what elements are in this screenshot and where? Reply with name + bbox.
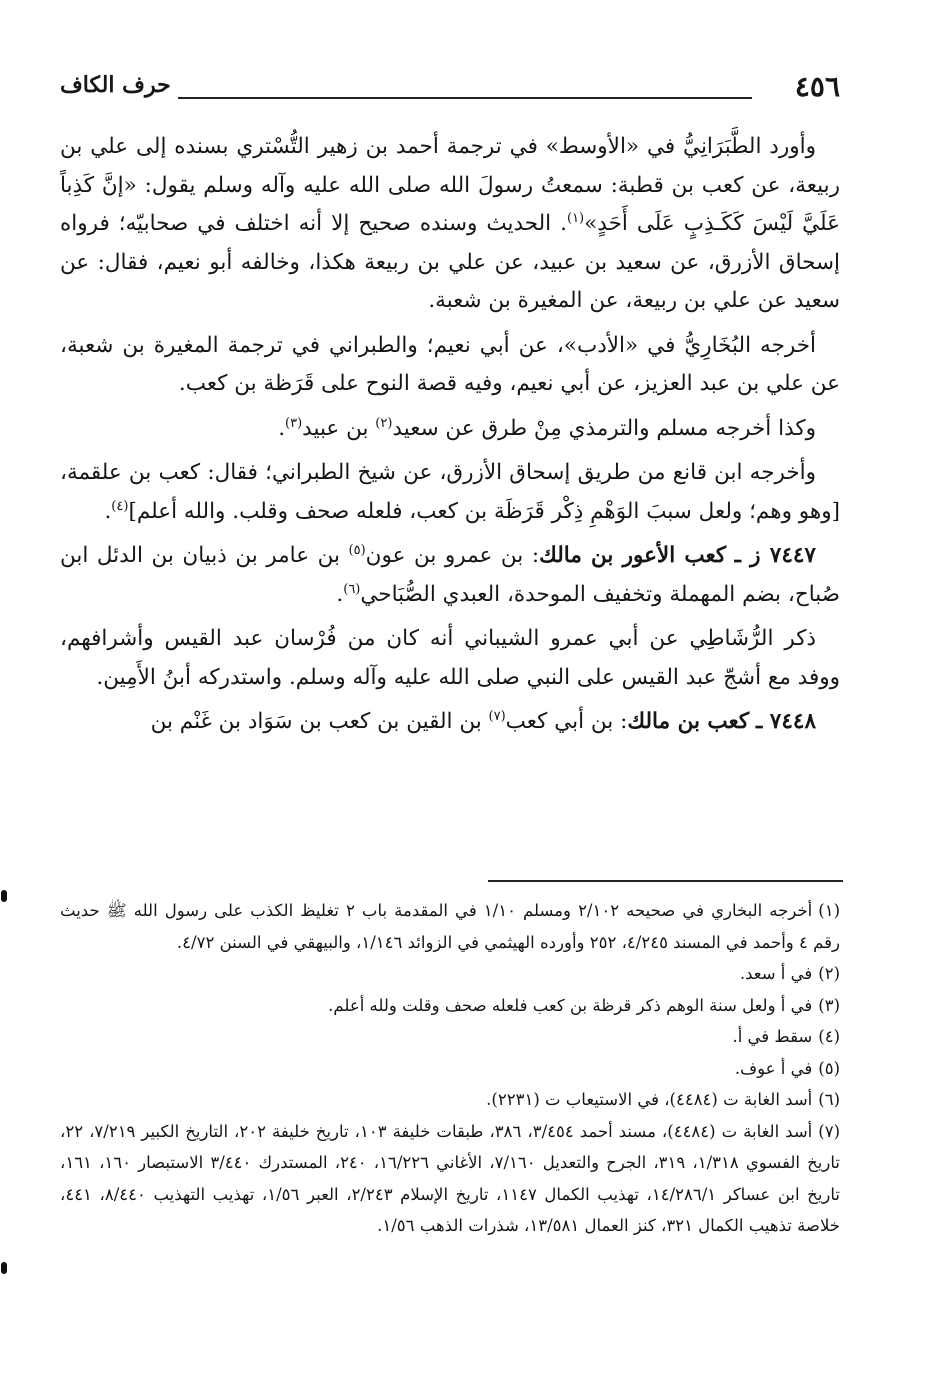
footnote-separator [488,880,843,882]
footnote-text: في أ ولعل سنة الوهم ذكر قرظة بن كعب فلعله صحف وقلت ولله أعلم. [328,995,813,1015]
footnote-text: أسد الغابة ت (٤٤٨٤)، في الاستيعاب ت (٢٢٣١). [486,1090,813,1109]
entry-paragraph [60,537,840,614]
footnote [60,895,840,958]
footnote-number: (٥) [818,1058,840,1078]
footnote [60,1053,840,1085]
paragraph-text: . [104,498,112,524]
paragraph-text: بن عامر بن ذبيان بن الدئل ابن صُباح، بضم المهملة وتخفيف الموحدة، العبدي الصُّبَاحي [60,543,840,607]
margin-mark [1,890,7,902]
paragraph-text: ذكر الرُّشَاطِي عن أبي عمرو الشيباني أنه كان من فُرْسان عبد القيس وأشرافهم، ووفد مع أشجّ عبد القيس على النبي صلى الله عليه وآله وسلم. واستدركه أبنُ الأَمِين. [60,626,840,690]
entry-number: ٧٤٤٨ ـ [756,709,816,734]
entry-heading: كعب بن مالك [627,709,750,734]
paragraph-text: وأخرجه ابن قانع من طريق إسحاق الأزرق، عن شيخ الطبراني؛ فقال: كعب بن علقمة، [وهو وهم؛ ولعل سببَ الوَهْمِ ذِكْر قَرَظَة بن كعب، فلعله صحف وقلب. والله أعلم] [60,460,840,524]
footnote-text: أسد الغابة ت (٤٤٨٤)، مسند أحمد ٣/٤٥٤، ٣٨٦، طبقات خليفة ١٠٣، تاريخ خليفة ٢٠٢، التاريخ الكبير ٧/٢١٩، ٢٢، تاريخ الفسوي ١/٣١٨، ٣١٩، الجرح والتعديل ٧/١٦٠، الأغاني ١٦/٢٢٦، ٢٤٠، المستدرك ٣/٤٤٠ الاستبصار ١٦٠، ١٦١، تاريخ ابن عساكر ١٤/٢٨٦/١، تهذيب الكمال ١١٤٧، تاريخ الإسلام ٢/٢٤٣، العبر ١/٥٦، تهذيب التهذيب ٨/٤٤٠، ٤٤١، خلاصة تذهيب الكمال ٣٢١، كنز العمال ١٣/٥٨١، شذرات الذهب ١/٥٦. [60,1121,841,1235]
header-rule [178,97,752,99]
paragraph [60,454,840,531]
footnote-text: أخرجه البخاري في صحيحه ٢/١٠٢ ومسلم ١/١٠ في المقدمة باب ٢ تغليظ الكذب على رسول الله ﷺ حديث رقم ٤ وأحمد في المسند ٤/٢٤٥، ٢٥٢ وأورده الهيثمي في الزوائد ١/١٤٦، والبيهقي في السنن ٤/٧٢. [60,901,840,952]
footnote-number: (١) [818,901,840,920]
footnote-text: سقط في أ. [732,1027,813,1046]
footnote-number: (٦) [818,1090,840,1109]
paragraph [60,128,840,321]
entry-number: ٧٤٤٧ ز ـ [734,543,816,568]
margin-mark [1,1262,7,1274]
footnote-ref: (١) [566,210,585,226]
page-number: ٤٥٦ [794,70,840,103]
main-text [60,128,840,748]
paragraph-text: أخرجه البُخَارِيُّ في «الأدب»، عن أبي نعيم؛ والطبراني في ترجمة المغيرة بن شعبة، عن علي بن عبد العزيز، عن أبي نعيم، وفيه قصة النوح على قَرَظة بن كعب. [60,332,840,396]
entry-paragraph [60,703,840,742]
paragraph [60,327,840,404]
footnotes [60,895,840,1242]
paragraph-text: . [336,581,344,607]
paragraph-text: . [278,415,286,441]
paragraph-text: بن القين بن كعب بن سَوَاد بن غَنْم بن [150,709,489,734]
paragraph-text: بن عبيد [302,415,376,441]
paragraph [60,410,840,449]
paragraph-text: : بن أبي كعب [505,709,628,734]
footnote-ref: (٧) [488,708,506,724]
paragraph-text: : بن عمرو بن عون [365,543,540,568]
running-title: حرف الكاف [60,72,171,98]
footnote [60,1084,840,1116]
entry-heading: كعب الأعور بن مالك [539,543,727,568]
footnote-number: (٣) [818,995,840,1015]
footnote [60,1021,840,1053]
footnote [60,958,840,990]
footnote-text: في أ عوف. [734,1058,813,1078]
paragraph-text: . الحديث وسنده صحيح إلا أنه اختلف في صحابيّه؛ فرواه إسحاق الأزرق، عن سعيد بن عبيد، عن علي بن ربيعة هكذا، وخالفه أبو نعيم، فقال: عن سعيد عن علي بن ربيعة، عن المغيرة بن شعبة. [60,211,840,313]
paragraph [60,620,840,697]
paragraph-text: وأورد الطَّبَرَانِيُّ في «الأوسط» في ترجمة أحمد بن زهير التُّسْتري بسنده إلى علي بن ربيعة، عن كعب بن قطبة: سمعتُ رسولَ الله صلى الله عليه وآله وسلم يقول: «إنَّ كَذِباً عَلَيَّ لَيْسَ كَكَـذِبٍ عَلَى أَحَدٍ» [60,134,840,236]
footnote-ref: (٢) [375,415,393,431]
footnote-number: (٤) [818,1027,840,1046]
footnote-number: (٧) [818,1121,840,1141]
paragraph-text: وكذا أخرجه مسلم والترمذي مِنْ طرق عن سعيد [392,415,816,441]
footnote-ref: (٤) [111,498,129,514]
footnote [60,990,840,1022]
page-header [60,70,840,110]
footnote-ref: (٥) [348,542,366,558]
footnote-text: في أ سعد. [739,964,813,983]
footnote-ref: (٦) [343,581,361,597]
footnote [60,1116,840,1242]
footnote-number: (٢) [818,964,840,983]
footnote-ref: (٣) [285,415,303,431]
